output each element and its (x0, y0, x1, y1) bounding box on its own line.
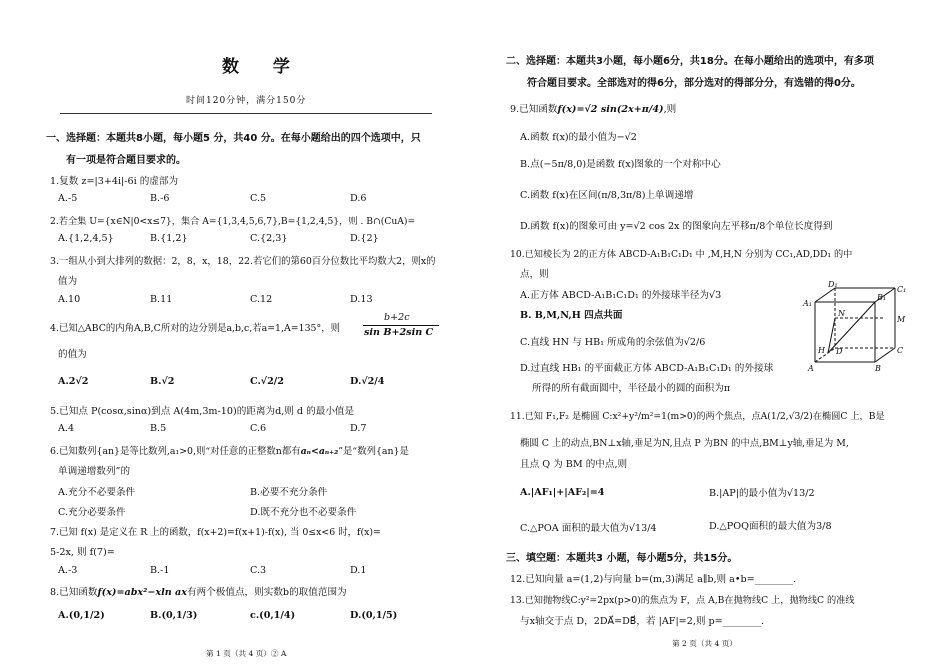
question-4-cont: 的值为 (58, 349, 87, 360)
q9-option-a: A.函数 f(x)的最小值为−√2 (520, 132, 637, 143)
question-6 (50, 443, 409, 457)
cube-label-a1: A₁ (803, 299, 812, 308)
q3-option-c: C.12 (250, 294, 273, 305)
section-2-heading: 二、选择题：本题共3小题，每小题6分，共18分。在每小题给出的选项中，有多项 (506, 56, 874, 67)
q2-option-a: A.{1,2,4,5} (58, 233, 114, 244)
cube-label-b1: B₁ (877, 293, 887, 302)
section-1-heading-cont: 有一项是符合题目要求的。 (66, 155, 186, 166)
q10-option-d-cont: 所得的所有截面圆中，半径最小的圆的面积为π (532, 383, 731, 394)
cube-label-h: H (818, 346, 825, 355)
q3-option-b: B.11 (150, 294, 173, 305)
question-11: 11.已知 F₁,F₂ 是椭圆 C:x²+y²/m²=1(m>0)的两个焦点，点A(1/2,√3/2)在椭圆C 上，B是 (510, 411, 885, 422)
q4-option-c: C.√2/2 (250, 376, 284, 387)
q9-function: f(x)=√2 sin(2x+π/4) (557, 104, 664, 115)
left-page-footer: 第 1 页（共 4 页）② A (206, 649, 287, 658)
q8-option-a: A.(0,1/2) (58, 610, 105, 621)
q7-option-b: B.-1 (150, 565, 170, 576)
cube-label-c: C (897, 346, 904, 355)
q6-option-a: A.充分不必要条件 (58, 487, 136, 498)
q11-option-d: D.△POQ面积的最大值为3/8 (709, 521, 832, 532)
q11-option-c: C.△POA 面积的最大值为√13/4 (520, 523, 657, 534)
question-13: 13.已知抛物线C:y²=2px(p>0)的焦点为 F，点 A,B在抛物线C 上，抛物线C 的准线 (510, 595, 855, 606)
question-8 (50, 584, 347, 598)
q8-option-c: c.(0,1/4) (250, 610, 296, 621)
q6-option-d: D.既不充分也不必要条件 (250, 507, 357, 518)
q10-option-b: B. B,M,N,H 四点共面 (520, 310, 623, 321)
question-3-cont: 值为 (58, 276, 78, 287)
cube-label-d: D (836, 347, 843, 356)
cube-label-c1: C₁ (897, 285, 907, 294)
question-10-cont: 点，则 (520, 269, 549, 280)
question-9 (510, 101, 676, 115)
cube-label-a: A (808, 364, 814, 373)
q10-option-a: A.正方体 ABCD-A₁B₁C₁D₁ 的外接球半径为√3 (520, 290, 722, 301)
question-6-text-a: 6.已知数列{an}是等比数列,a₁>0,则“对任意的正整数n都有 (50, 446, 301, 457)
q5-option-d: D.7 (350, 423, 367, 434)
question-2: 2.若全集 U={x∈N|0<x≤7}，集合 A={1,3,4,5,6,7},B={1,2,4,5}，则 . B∩(CuA)= (50, 216, 416, 227)
q9-option-b: B.点(−5π/8,0)是函数 f(x)图象的一个对称中心 (520, 159, 721, 170)
section-3-heading: 三、填空题：本题共3 小题，每小题5分，共15分。 (506, 553, 738, 564)
cube-label-m: M (897, 315, 906, 324)
section-1-heading: 一、选择题：本题共8小题，每小题5 分，共40 分。在每小题给出的四个选项中，只 (46, 133, 421, 144)
question-7-cont: 5-2x, 则 f(7)= (50, 547, 115, 558)
section-2-heading-cont: 符合题目要求。全部选对的得6分，部分选对的得部分分，有选错的得0分。 (527, 78, 861, 89)
cube-label-b: B (875, 364, 881, 373)
q7-option-c: C.3 (250, 565, 267, 576)
question-3: 3.一组从小到大排列的数据：2，8，x，18，22.若它们的第60百分位数比平均数大2，则x的 (50, 256, 436, 267)
q3-option-a: A.10 (58, 294, 81, 305)
question-9-text-b: ,则 (663, 104, 677, 115)
q1-option-a: A.-5 (58, 193, 78, 204)
question-10: 10.已知棱长为 2的正方体 ABCD-A₁B₁C₁D₁ 中 ,M,H,N 分别为 CC₁,AD,DD₁ 的中 (510, 249, 853, 260)
q4-option-d: D.√2/4 (350, 376, 385, 387)
question-8-text-b: 有两个极值点，则实数b的取值范围为 (187, 587, 347, 598)
q9-option-d: D.函数 f(x)的图象可由 y=√2 cos 2x 的图象向左平移π/8个单位长度得到 (520, 221, 833, 232)
q1-option-c: C.5 (250, 193, 267, 204)
q8-option-d: D.(0,1/5) (350, 610, 398, 621)
q8-option-b: B.(0,1/3) (150, 610, 198, 621)
question-11-cont2: 且点 Q 为 BM 的中点,则 (520, 459, 628, 470)
question-7: 7.已知 f(x) 是定义在 R 上的函数，f(x+2)=f(x+1)-f(x), 当 0≤x<6 时，f(x)= (50, 527, 381, 538)
question-4: 4.已知△ABC的内角A,B,C所对的边分别是a,b,c,若a=1,A=135°，则 (50, 323, 340, 334)
q6-option-b: B.必要不充分条件 (250, 487, 328, 498)
q2-option-c: C.{2,3} (250, 233, 288, 244)
question-6-text-b: ”是“数列{an}是 (338, 446, 409, 457)
question-1: 1.复数 z=|3+4i|-6i 的虚部为 (50, 176, 179, 187)
title-divider (60, 113, 432, 114)
question-5: 5.已知点 P(cosα,sinα)到点 A(4m,3m-10)的距离为d,则 d 的最小值是 (50, 406, 355, 417)
question-8-text-a: 8.已知函数 (50, 587, 98, 598)
question-12: 12.已知向量 a=(1,2)与向量 b=(m,3)满足 a∥b,则 a•b=________. (510, 574, 797, 585)
q6-inequality: aₙ<aₙ₊₂ (300, 446, 339, 457)
q1-option-d: D.6 (350, 193, 367, 204)
right-page-footer: 第 2 页（共 4 页） (672, 639, 737, 648)
q10-option-d: D.过直线 HB₁ 的平面截正方体 ABCD-A₁B₁C₁D₁ 的外接球 (520, 363, 774, 374)
q4-fraction-numerator: b+2c (384, 312, 410, 323)
q11-option-b: B.|AP|的最小值为√13/2 (709, 488, 815, 499)
q2-option-b: B.{1,2} (150, 233, 188, 244)
cube-diagram (800, 280, 910, 375)
q4-option-a: A.2√2 (58, 376, 89, 387)
q4-option-b: B.√2 (150, 376, 175, 387)
q7-option-d: D.1 (350, 565, 367, 576)
q3-option-d: D.13 (350, 294, 373, 305)
q11-option-a: A.|AF₁|+|AF₂|=4 (520, 487, 605, 498)
q6-option-c: C.充分必要条件 (58, 507, 126, 518)
q4-fraction-bar (363, 325, 439, 326)
q9-option-c: C.函数 f(x)在区间(π/8,3π/8)上单调递增 (520, 190, 694, 201)
q5-option-c: C.6 (250, 423, 267, 434)
page-title: 数 学 (222, 57, 304, 77)
q8-function: f(x)=abx²−xln ax (97, 587, 187, 598)
q5-option-a: A.4 (58, 423, 75, 434)
question-13-cont: 与x轴交于点 D，2DA⃗=DB⃗，若 |AF|=2,则 p=________. (520, 616, 765, 627)
q10-option-c: C.直线 HN 与 HB₁ 所成角的余弦值为√2/6 (520, 337, 706, 348)
question-6-cont: 单调递增数列”的 (58, 466, 131, 477)
exam-subtitle: 时间120分钟，满分150分 (186, 96, 307, 106)
cube-label-n: N (838, 309, 845, 318)
q5-option-b: B.5 (150, 423, 167, 434)
question-9-text-a: 9.已知函数 (510, 104, 558, 115)
question-11-cont: 椭圆 C 上的动点,BN⊥x轴,垂足为N,且点 P 为BN 的中点,BM⊥y轴,垂足为 M, (520, 438, 849, 449)
cube-label-d1: D₁ (828, 280, 838, 289)
q1-option-b: B.-6 (150, 193, 170, 204)
q2-option-d: D.{2} (350, 233, 379, 244)
q4-fraction-denominator: sin B+2sin C (364, 327, 434, 338)
q7-option-a: A.-3 (58, 565, 78, 576)
